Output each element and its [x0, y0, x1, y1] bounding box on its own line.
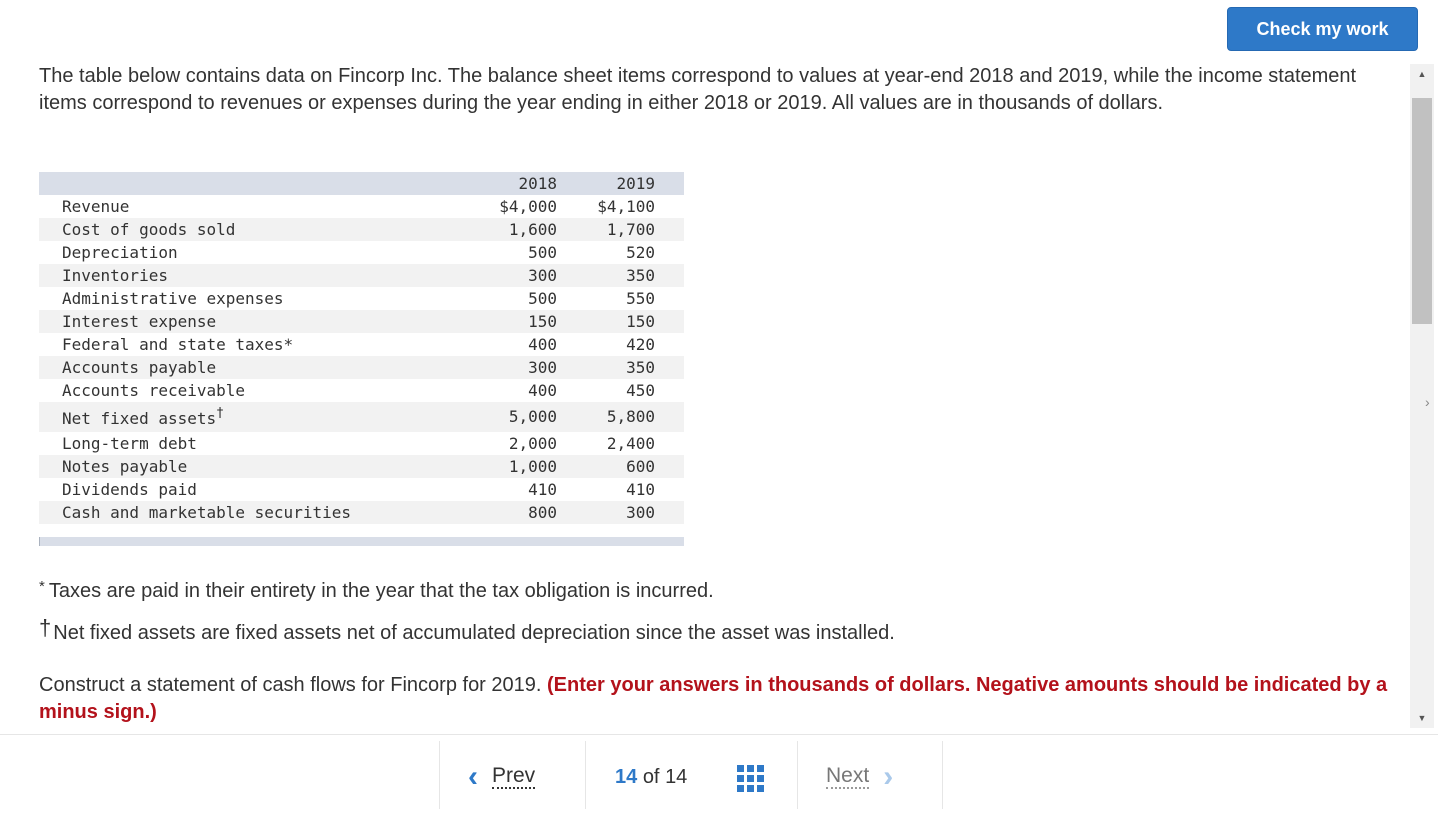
row-label-text: Long-term debt — [62, 434, 197, 453]
table-row — [39, 402, 684, 432]
nav-separator — [585, 741, 586, 809]
row-label-text: Accounts receivable — [62, 381, 246, 400]
current-page: 14 — [615, 766, 638, 788]
table-row — [39, 478, 684, 501]
table-row — [39, 310, 684, 333]
intro-paragraph: The table below contains data on Fincorp Inc. The balance sheet items correspond to values at year-end 2018 and 2019, while the income statement items correspond to revenues or expenses during the year ending in either 2018 or 2019. All values are in thousands of dollars. — [39, 65, 1357, 114]
value-2019: 150 — [626, 312, 655, 331]
row-label — [62, 335, 293, 354]
scrollbar-thumb[interactable] — [1412, 98, 1432, 324]
table-row — [39, 455, 684, 478]
table-row — [39, 241, 684, 264]
table-row — [39, 333, 684, 356]
row-label — [62, 434, 197, 453]
next-button[interactable] — [826, 760, 894, 793]
value-2019: 450 — [626, 381, 655, 400]
table-row — [39, 195, 684, 218]
nav-separator — [942, 741, 943, 809]
of-label: of — [642, 766, 660, 788]
tax-footnote — [39, 580, 714, 603]
dagger-footnote-text: Net fixed assets are fixed assets net of accumulated depreciation since the asset was installed. — [53, 622, 895, 644]
table-row — [39, 218, 684, 241]
value-2019: 350 — [626, 266, 655, 285]
row-label-text: Cost of goods sold — [62, 220, 236, 239]
row-label — [62, 406, 224, 428]
value-2019: 550 — [626, 289, 655, 308]
scroll-up-arrow-icon[interactable]: ▲ — [1417, 69, 1427, 79]
row-label — [62, 220, 235, 239]
row-label — [62, 197, 129, 216]
dagger-footnote — [39, 615, 895, 645]
value-2019: 520 — [626, 243, 655, 262]
dagger-mark: † — [39, 615, 52, 640]
value-2019: 300 — [626, 503, 655, 522]
chevron-left-icon: ‹ — [468, 760, 478, 793]
row-label-text: Accounts payable — [62, 358, 217, 377]
instruction-main: Construct a statement of cash flows for Fincorp for 2019. — [39, 674, 548, 696]
row-label-text: Depreciation — [62, 243, 178, 262]
prev-label: Prev — [492, 764, 536, 787]
chevron-right-icon: › — [883, 760, 894, 793]
value-2018: 410 — [528, 480, 557, 499]
row-label-text: Net fixed assets — [62, 409, 217, 428]
row-label-text: Revenue — [62, 197, 130, 216]
value-2018: 800 — [528, 503, 557, 522]
row-label — [62, 381, 245, 400]
table-row — [39, 379, 684, 402]
tax-footnote-text: Taxes are paid in their entirety in the year that the tax obligation is incurred. — [48, 580, 714, 602]
value-2019: 5,800 — [606, 407, 655, 426]
row-label-text: Interest expense — [62, 312, 217, 331]
value-2018: 400 — [528, 381, 557, 400]
grid-icon[interactable] — [737, 765, 764, 792]
row-label — [62, 480, 197, 499]
row-label-text: Federal and state taxes* — [62, 335, 294, 354]
table-row — [39, 264, 684, 287]
asterisk-mark: * — [39, 578, 45, 595]
value-2019: 420 — [626, 335, 655, 354]
header-2019: 2019 — [616, 174, 655, 193]
row-label-text: Inventories — [62, 266, 168, 285]
table-row — [39, 501, 684, 524]
value-2018: 500 — [528, 289, 557, 308]
value-2018: 400 — [528, 335, 557, 354]
vertical-scrollbar[interactable] — [1410, 64, 1434, 728]
dagger-superscript: † — [216, 406, 224, 421]
value-2018: 300 — [528, 266, 557, 285]
instruction-text — [39, 672, 1404, 726]
value-2018: 2,000 — [508, 434, 557, 453]
row-label-text: Notes payable — [62, 457, 188, 476]
row-label — [62, 266, 168, 285]
value-2018: 150 — [528, 312, 557, 331]
value-2019: 1,700 — [606, 220, 655, 239]
table-body — [39, 195, 684, 524]
next-label: Next — [826, 764, 870, 787]
row-label — [62, 503, 351, 522]
value-2019: 350 — [626, 358, 655, 377]
chevron-right-icon[interactable]: › — [1425, 394, 1430, 410]
value-2018: 1,000 — [508, 457, 557, 476]
header-2018: 2018 — [518, 174, 557, 193]
value-2019: $4,100 — [597, 197, 655, 216]
nav-separator — [797, 741, 798, 809]
table-footer-bar — [39, 537, 684, 546]
table-row — [39, 287, 684, 310]
value-2018: 1,600 — [508, 220, 557, 239]
check-my-work-button[interactable]: Check my work — [1227, 7, 1418, 51]
value-2018: $4,000 — [499, 197, 557, 216]
page-indicator — [615, 766, 687, 789]
value-2018: 5,000 — [508, 407, 557, 426]
question-content — [0, 58, 1410, 734]
total-pages: 14 — [665, 766, 688, 788]
table-header-row — [39, 172, 684, 195]
row-label-text: Cash and marketable securities — [62, 503, 351, 522]
row-label — [62, 289, 284, 308]
value-2018: 300 — [528, 358, 557, 377]
value-2018: 500 — [528, 243, 557, 262]
row-label — [62, 358, 216, 377]
value-2019: 410 — [626, 480, 655, 499]
question-navigation — [0, 735, 1438, 820]
row-label — [62, 312, 216, 331]
instruction-emphasis: (Enter your answers in thousands of dollars. Negative amounts should be indicated by a minus sign.) — [39, 674, 1388, 723]
table-row — [39, 432, 684, 455]
row-label — [62, 243, 178, 262]
prev-button[interactable] — [468, 760, 536, 793]
fincorp-data-table — [39, 172, 684, 546]
value-2019: 2,400 — [606, 434, 655, 453]
scroll-down-arrow-icon[interactable]: ▼ — [1417, 713, 1427, 723]
row-label — [62, 457, 187, 476]
table-row — [39, 356, 684, 379]
value-2019: 600 — [626, 457, 655, 476]
row-label-text: Dividends paid — [62, 480, 197, 499]
row-label-text: Administrative expenses — [62, 289, 284, 308]
nav-separator — [439, 741, 440, 809]
